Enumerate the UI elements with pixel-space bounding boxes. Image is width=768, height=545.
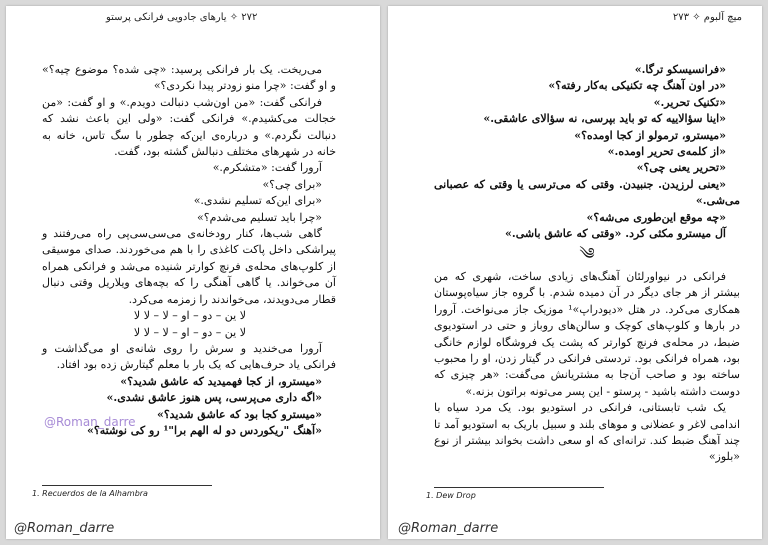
- paragraph: «چرا باید تسلیم می‌شدم؟»: [197, 210, 322, 224]
- running-head-right: میچ آلبوم ✧ ۲۷۳: [672, 12, 742, 23]
- left-page-body: [42, 62, 336, 439]
- paragraph: آل میسترو مکثی کرد. «وقتی که عاشق باشی.»: [505, 227, 726, 241]
- paragraph: «برای این‌که تسلیم نشدی.»: [193, 194, 322, 208]
- paragraph: گاهی شب‌ها، کنار رودخانه‌ی می‌سی‌سی‌پی راه می‌رفتند و پیراشکی داخل پاکت کاغذی را با هم می‌خوردند. صدای موسیقی از کلوپ‌های محله‌ی فرنچ کوارتر شنیده می‌شد و فرانکی همراه آن می‌خواند. یا گاهی آهنگی را که بچه‌های ویلاریل وقتی دنبال قطار می‌دویدند، می‌خواندند را زمزمه می‌کرد.: [42, 227, 336, 306]
- paragraph: «آهنگ "ریکوردس دو له الهم برا"¹ رو کی نوشته؟»: [87, 423, 322, 437]
- running-head-left: ۲۷۲ ✧ یارهای جادویی فرانکی پرستو: [106, 12, 258, 23]
- paragraph: یک شب تابستانی، فرانکی در استودیو بود. یک مرد سیاه با اندامی لاغر و عضلانی و موهای بلند و سبیل باریک به استودیو آمد تا چند آهنگ ضبط کند. ترانه‌ای که او سعی داشت بخواند بیشتر از نوع «بلوز»: [434, 401, 740, 464]
- paragraph: «میسترو کجا بود که عاشق شدید؟»: [156, 407, 322, 421]
- footnote-left: 1. Recuerdos de la Alhambra: [32, 489, 148, 498]
- footnote-right: 1. Dew Drop: [426, 491, 476, 500]
- paragraph: «یعنی لرزیدن. جنبیدن. وقتی که می‌ترسی یا وقتی که عصبانی می‌شی.»: [434, 177, 740, 208]
- narrative-block: [434, 269, 740, 466]
- paragraph: می‌ریخت. یک بار فرانکی پرسید: «چی شده؟ موضوع چیه؟» و او گفت: «چرا منو زودتر پیدا نکردی؟»: [42, 63, 336, 93]
- left-page: [6, 6, 380, 539]
- paragraph: «میسترو، ترمولو از کجا اومده؟»: [574, 128, 726, 142]
- paragraph: فرانکی در نیواورلئان آهنگ‌های زیادی ساخت، شهری که من بیشتر از هر جای دیگر در آن دمیده شدم. با گروه جاز سیاه‌پوستان همکاری می‌کرد. در هتل «دیودراپ»¹ موزیک جاز می‌نواخت. آرورا در بارها و کلوپ‌های کوچک و سالن‌های روباز و حتی در استودیوی ضبط، در محله‌ی فرنچ کوارتر که پشت یک فروشگاه لوازم خانگی بود، همراه فرانکی بود. تردستی فرانکی در گیتار زدن، او را محبوب ساخته بود و صاحب آن‌جا به مشتریانش می‌گفت: «هر چیزی که دوست داشته باشید - پرستو - این پسر می‌تونه براتون بزنه.»: [434, 269, 740, 398]
- paragraph: آرورا می‌خندید و سرش را روی شانه‌ی او می‌گذاشت و فرانکی یاد حرف‌هایی که یک بار با معلم گیتارش زده بود افتاد.: [42, 341, 336, 372]
- paragraph: «فرانسیسکو ترگا.»: [634, 63, 726, 76]
- paragraph: «از کلمه‌ی تحریر اومده.»: [607, 145, 726, 159]
- inline-watermark: @Roman_darre: [44, 415, 136, 429]
- right-page-body: [434, 62, 740, 466]
- right-page: [388, 6, 762, 539]
- paragraph: فرانکی گفت: «من اون‌شب دنبالت دویدم.» و او گفت: «من خجالت می‌کشیدم.» فرانکی گفت: «ولی این باعث نشد که دنبالت نگردم.» و درباره‌ی این‌که چطور با سگ تاس، خانه به خانه در شهرهای مختلف دنبالش گشته بود، گفت.: [42, 95, 336, 159]
- paragraph: آرورا گفت: «متشکرم.»: [212, 161, 322, 175]
- watermark-left: @Roman_darre: [14, 521, 115, 536]
- paragraph: لا ین – دو – او – لا – لا لا: [133, 309, 246, 323]
- dialogue-block: [434, 62, 740, 242]
- footnote-rule-left: [42, 485, 212, 486]
- paragraph: «در اون آهنگ چه تکنیکی به‌کار رفته؟»: [548, 79, 726, 93]
- watermark-right: @Roman_darre: [398, 521, 499, 536]
- paragraph: «چه موقع این‌طوری می‌شه؟»: [586, 210, 726, 224]
- paragraph: «اینا سؤالاییه که تو باید بپرسی، نه سؤالای عاشقی.»: [483, 112, 726, 126]
- paragraph: «برای چی؟»: [262, 177, 322, 191]
- footnote-rule-right: [434, 487, 604, 488]
- paragraph: لا ین – دو – او – لا – لا لا: [133, 325, 246, 339]
- section-ornament-icon: ༄: [579, 244, 595, 264]
- paragraph: «اگه داری می‌پرسی، پس هنوز عاشق نشدی.»: [106, 391, 322, 405]
- paragraph: «تحریر یعنی چی؟»: [636, 161, 726, 175]
- paragraph: «میسترو، از کجا فهمیدید که عاشق شدید؟»: [120, 374, 322, 388]
- paragraph: «تکنیک تحریر.»: [653, 95, 726, 109]
